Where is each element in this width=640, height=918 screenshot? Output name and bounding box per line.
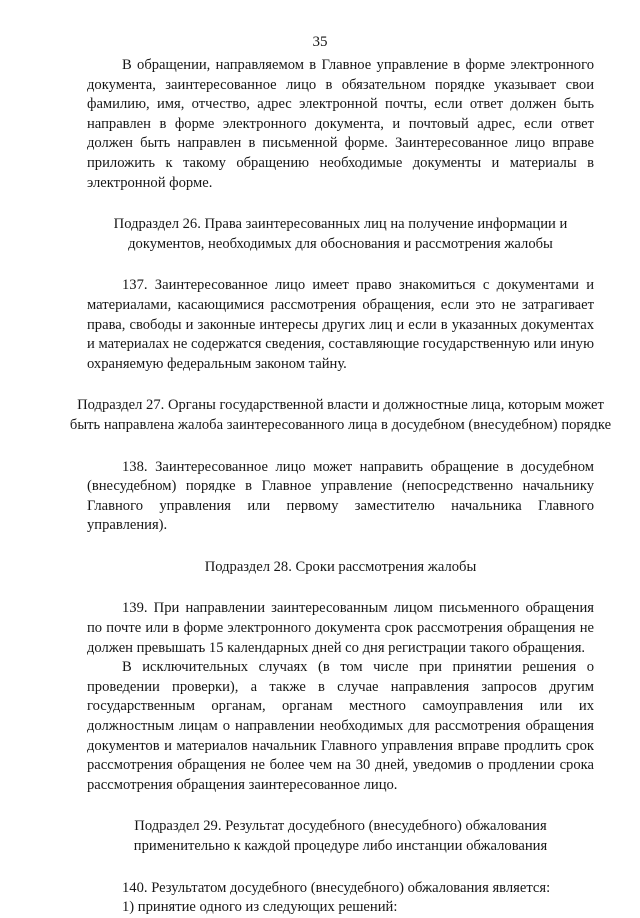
paragraph-138: 138. Заинтересованное лицо может направить обращение в досудебном (внесудебном) порядке в Главное управление (непосредственно начальнику Главного управления или первому заместителю начальника Главного управления).	[87, 458, 594, 534]
paragraph-139-exceptions: В исключительных случаях (в том числе при принятии решения о проведении проверки), а также в случае направления запросов другим государственным органам, органам местного самоуправления или их должностным лицам о направлении необходимых для рассмотрения обращения документов и материалов начальник Главного управления вправе продлить срок рассмотрения обращения не более чем на 30 дней, уведомив о продлении срока рассмотрения обращения заинтересованное лицо.	[87, 659, 594, 793]
page-content	[69, 56, 612, 918]
paragraph-electronic-appeal: В обращении, направляемом в Главное управление в форме электронного документа, заинтересованное лицо в обязательном порядке указывает свои фамилию, имя, отчество, адрес электронной почты, если ответ должен быть направлен в форме электронного документа, и почтовый адрес, если ответ должен быть направлен в письменной форме. Заинтересованное лицо вправе приложить к такому обращению необходимые документы и материалы в электронной форме.	[87, 57, 594, 191]
paragraph-139: 139. При направлении заинтересованным лицом письменного обращения по почте или в форме электронного документа срок рассмотрения обращения не должен превышать 15 календарных дней со дня регистрации такого обращения.	[87, 600, 594, 656]
paragraph-137: 137. Заинтересованное лицо имеет право знакомиться с документами и материалами, касающимися рассмотрения обращения, если это не затрагивает права, свободы и законные интересы других лиц и если в указанных документах и материалах не содержатся сведения, составляющие государственную или иную охраняемую федеральным законом тайну.	[87, 277, 594, 372]
heading-subsection-26: Подраздел 26. Права заинтересованных лиц на получение информации и документов, необходимых для обоснования и рассмотрения жалобы	[113, 216, 568, 252]
paragraph-140: 140. Результатом досудебного (внесудебного) обжалования является:	[122, 879, 551, 896]
heading-subsection-27: Подраздел 27. Органы государственной власти и должностные лица, которым может быть направлена жалоба заинтересованного лица в досудебном (внесудебном) порядке	[69, 397, 612, 433]
heading-subsection-28: Подраздел 28. Сроки рассмотрения жалобы	[204, 558, 477, 575]
heading-subsection-29: Подраздел 29. Результат досудебного (внесудебного) обжалования применительно к каждой процедуре либо инстанции обжалования	[133, 818, 548, 854]
paragraph-140-item-1: 1) принятие одного из следующих решений:	[122, 899, 398, 916]
page-number: 35	[312, 34, 328, 50]
